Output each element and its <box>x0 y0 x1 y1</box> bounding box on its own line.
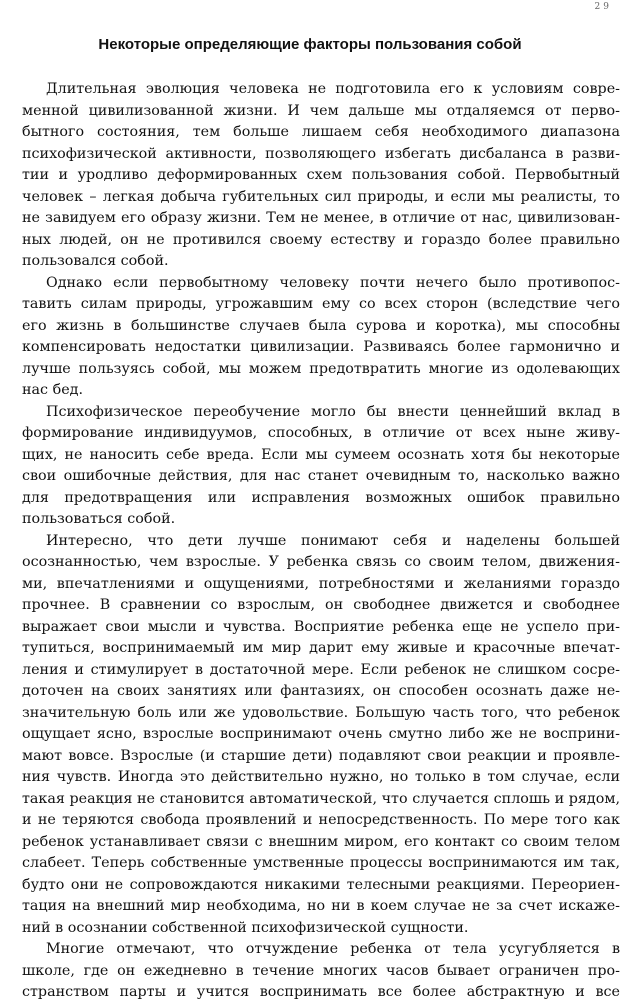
text-line: тупиться, воспринимаемый им мир дарит ему живые и красочные впечат- <box>22 640 620 656</box>
text-line: компенсировать недостатки цивилизации. Развиваясь более гармонично и <box>22 339 620 355</box>
paragraph <box>22 273 620 402</box>
text-line: пользоваться собой. <box>22 511 176 527</box>
text-line: нас бед. <box>22 382 84 398</box>
text-line: прочнее. В сравнении со взрослым, он свободнее движется и свободнее <box>22 597 620 613</box>
text-line: тавить силам природы, угрожавшим ему со всех сторон (вследствие чего <box>22 296 620 312</box>
text-line: осознанностью, чем взрослые. У ребенка связь со своим телом, движения- <box>22 554 620 570</box>
text-line: менной цивилизованной жизни. И чем дальше мы отдаляемся от перво- <box>22 102 620 119</box>
text-line: для предотвращения или исправления возможных ошибок правильно <box>22 489 620 506</box>
paragraph <box>22 79 620 273</box>
text-line: свои ошибочные действия, для нас станет очевидным то, насколько важно <box>22 468 620 484</box>
text-line: формирование индивидуумов, способных, в отличие от всех ныне живу- <box>22 425 620 441</box>
paragraph <box>22 939 620 1004</box>
text-line: ощущает ясно, взрослые воспринимают очень смутно либо же не восприни- <box>22 726 620 742</box>
text-line: пользовался собой. <box>22 253 169 269</box>
text-line: тация на внешний мир необходима, но ни в коем случае не за счет искаже- <box>22 898 620 914</box>
paragraph <box>22 531 620 940</box>
text-line: ребенок устанавливает связи с внешним миром, его контакт со своим телом <box>22 833 620 850</box>
text-body <box>22 79 620 1004</box>
text-line: его жизнь в большинстве случаев была сурова и коротка), мы способны <box>22 317 620 334</box>
text-line: и не теряются свобода проявлений и непосредственность. По мере того как <box>22 812 620 828</box>
text-line: Многие отмечают, что отчуждение ребенка от тела усугубляется в <box>46 941 620 957</box>
text-line: школе, где он ежедневно в течение многих часов бывает ограничен про- <box>22 962 620 979</box>
text-line: тии и уродливо деформированных схем пользования собой. Первобытный <box>22 167 620 183</box>
text-line: странством парты и учится воспринимать все более абстрактную и все <box>22 984 620 1000</box>
text-line: Интересно, что дети лучше понимают себя и наделены большей <box>46 532 620 549</box>
text-line: выражает свои мысли и чувства. Восприятие ребенка еще не успело при- <box>22 618 620 635</box>
text-line: ми, впечатлениями и ощущениями, потребностями и желаниями гораздо <box>22 575 620 592</box>
page-title: Некоторые определяющие факторы пользования собой <box>98 36 522 53</box>
text-line: ния чувств. Иногда это действительно нужно, но только в том случае, если <box>22 769 620 785</box>
text-line: лучше пользуясь собой, мы можем предотвратить многие из одолевающих <box>22 360 620 377</box>
text-line: слабеет. Теперь собственные умственные процессы воспринимаются им так, <box>22 855 620 871</box>
text-line: Длительная эволюция человека не подготовила его к условиям совре- <box>46 81 620 97</box>
text-line: психофизической активности, позволяющего избегать дисбаланса в разви- <box>22 145 620 162</box>
text-line: значительную боль или же удовольствие. Большую часть того, что ребенок <box>22 704 620 721</box>
text-line: ления и стимулирует в достаточной мере. Если ребенок не слишком сосре- <box>22 661 620 678</box>
text-line: не завидуем его образу жизни. Тем не менее, в отличие от нас, цивилизован- <box>22 210 620 226</box>
text-line: Психофизическое переобучение могло бы внести ценнейший вклад в <box>46 403 620 420</box>
text-line: доточен на своих занятиях или фантазиях, он способен осознать даже не- <box>22 683 620 699</box>
text-line: будто они не сопровождаются никакими телесными реакциями. Переориен- <box>22 876 620 893</box>
paragraph <box>22 402 620 531</box>
text-line: человек – легкая добыча губительных сил природы, и если мы реалисты, то <box>22 188 620 205</box>
text-line: ний в осознании собственной психофизической сущности. <box>22 919 469 936</box>
text-line: мают вовсе. Взрослые (и старшие дети) подавляют свои реакции и проявле- <box>22 747 620 764</box>
text-line: бытного состояния, тем больше лишаем себя необходимого диапазона <box>22 124 620 140</box>
page-number: 29 <box>594 2 612 12</box>
text-line: ных людей, он не противился своему естеству и гораздо более правильно <box>22 231 620 248</box>
text-line: Однако если первобытному человеку почти нечего было противопос- <box>46 274 620 291</box>
text-line: щих, не наносить себе вреда. Если мы сумеем осознать хотя бы некоторые <box>22 446 620 463</box>
text-line: такая реакция не становится автоматической, что случается сплошь и рядом, <box>22 790 620 807</box>
